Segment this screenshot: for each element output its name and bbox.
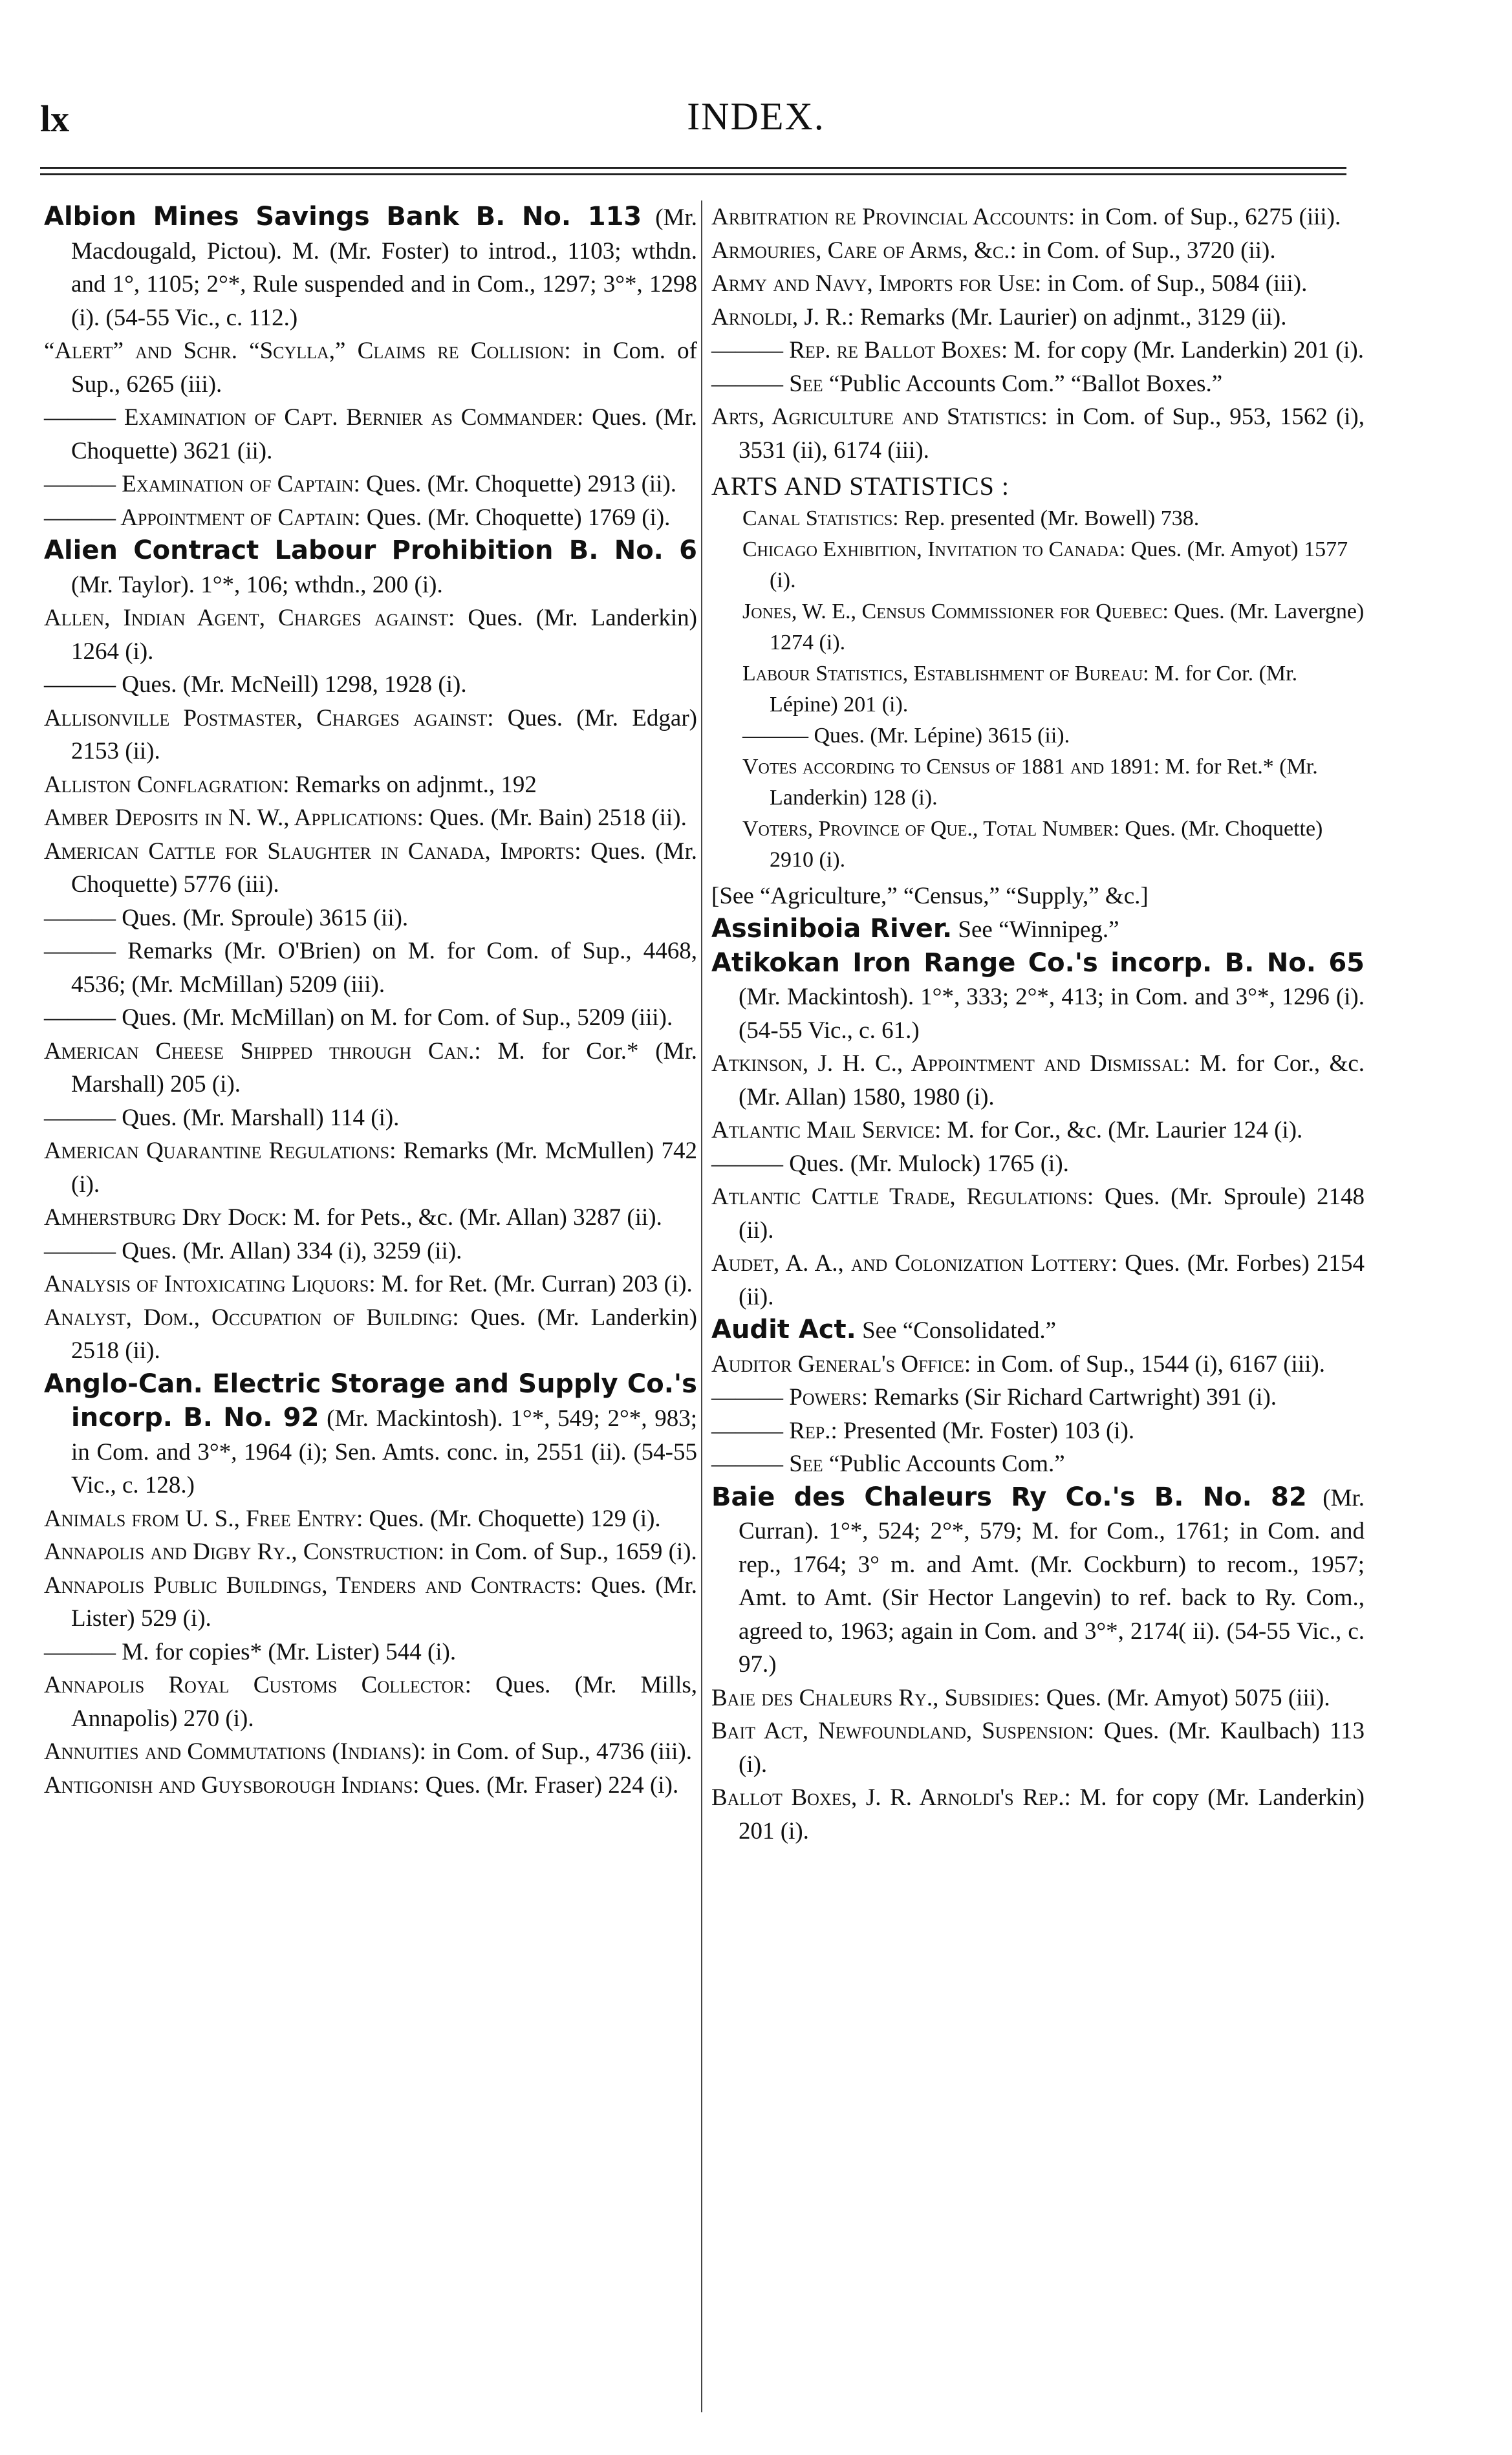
index-entry: [44, 1769, 697, 1802]
entry-heading: Arts, Agriculture and Statistics: [711, 404, 1041, 430]
index-entry: [44, 501, 697, 535]
entry-title-bold: Anglo-Can. Electric Storage and Supply Co.'s incorp. B. No. 92: [44, 1368, 697, 1433]
left-column: [44, 200, 697, 1802]
right-column: [711, 200, 1365, 1848]
header-rule: [40, 167, 1346, 169]
index-entry: [711, 1114, 1365, 1147]
entry-heading: Atkinson, J. H. C., Appointment and Dismissal: [711, 1050, 1184, 1077]
entry-references: : M. for Cor., &c. (Mr. Allan) 1580, 1980 (i).: [739, 1050, 1365, 1110]
entry-references: Ques. (Mr. Mulock) 1765 (i).: [783, 1150, 1069, 1177]
index-entry: [44, 1636, 697, 1669]
entry-heading: “Alert” and Schr. “Scylla,” Claims re Collision: [44, 338, 565, 364]
entry-heading: Arnoldi, J. R.: [711, 303, 848, 330]
entry-heading: ——— Appointment of Captain: [44, 504, 354, 531]
entry-references: (Mr. Curran). 1°*, 524; 2°*, 579; M. for Com., 1761; in Com. and rep., 1764; 3° m. and Amt. (Mr. Cockburn) to recom., 1957; Amt. to Amt. (Sir Hector Langevin) to ref. back to Ry. Com., agreed to, 1963; again in Com. and 3°*, 2174( ii). (54-55 Vic., c. 97.): [739, 1484, 1365, 1678]
index-entry: [44, 1735, 697, 1769]
entry-heading: ———: [44, 671, 116, 698]
entry-heading: Ballot Boxes, J. R. Arnoldi's Rep.: [711, 1784, 1064, 1811]
index-entry: [711, 1481, 1365, 1682]
entry-references: : Rep. presented (Mr. Bowell) 738.: [892, 506, 1200, 530]
entry-heading: Army and Navy, Imports for Use: [711, 270, 1035, 297]
index-entry: [44, 534, 697, 601]
entry-heading: ———: [44, 1004, 116, 1031]
index-entry: [44, 1301, 697, 1368]
entry-references: “Public Accounts Com.”: [823, 1451, 1065, 1477]
header-rule-second: [40, 173, 1346, 175]
index-entry: [711, 1447, 1365, 1481]
entry-references: : Ques. (Mr. Landerkin) 2518 (ii).: [71, 1304, 697, 1364]
index-entry: [44, 200, 697, 334]
page-number: lx: [40, 98, 70, 140]
index-entry: [44, 935, 697, 1001]
index-entry: [711, 301, 1365, 334]
index-entry: [711, 503, 1365, 534]
entry-references: : Ques. (Mr. Fraser) 224 (i).: [413, 1771, 679, 1799]
entry-heading: ———: [44, 904, 116, 931]
index-entry: [711, 1714, 1365, 1781]
index-entry: [711, 1047, 1365, 1114]
index-entry: [711, 367, 1365, 401]
index-entry: [711, 200, 1365, 234]
index-entry: [711, 596, 1365, 658]
entry-references: : Ques. (Mr. Sproule) 2148 (ii).: [739, 1184, 1365, 1244]
entry-heading: ———: [44, 1237, 116, 1264]
entry-references: Ques. (Mr. McMillan) on M. for Com. of Sup., 5209 (iii).: [116, 1004, 673, 1031]
entry-references: (Mr. Mackintosh). 1°*, 549; 2°*, 983; in Com. and 3°*, 1964 (i); Sen. Amts. conc. in, 2551 (ii). (54-55 Vic., c. 128.): [71, 1405, 697, 1498]
entry-references: : in Com. of Sup., 3720 (ii).: [1010, 237, 1276, 264]
entry-references: Ques. (Mr. Allan) 334 (i), 3259 (ii).: [116, 1237, 462, 1264]
entry-references: Ques. (Mr. McNeill) 1298, 1928 (i).: [116, 671, 467, 698]
entry-heading: ——— See: [711, 370, 823, 397]
entry-references: Ques. (Mr. Marshall) 114 (i).: [116, 1104, 400, 1131]
entry-references: (Mr. Taylor). 1°*, 106; wthdn., 200 (i).: [71, 571, 443, 598]
index-entry: [711, 720, 1365, 752]
entry-heading: Annapolis Public Buildings, Tenders and Contracts: [44, 1572, 576, 1599]
entry-references: : Ques. (Mr. Mills, Annapolis) 270 (i).: [71, 1672, 697, 1732]
entry-heading: Arbitration re Provincial Accounts: [711, 204, 1068, 230]
index-entry: [44, 835, 697, 902]
entry-title-bold: Audit Act.: [711, 1315, 856, 1345]
entry-heading: Atlantic Mail Service: [711, 1117, 935, 1143]
entry-references: : in Com. of Sup., 6275 (iii).: [1068, 204, 1341, 230]
index-entry: [711, 1781, 1365, 1848]
index-entry: [44, 668, 697, 702]
entry-title-bold: Atikokan Iron Range Co.'s incorp. B. No. 65: [711, 947, 1365, 978]
index-entry: [711, 658, 1365, 720]
entry-heading: ——— Examination of Captain: [44, 471, 354, 497]
index-entry: [44, 334, 697, 401]
entry-heading: ——— Powers: [711, 1384, 861, 1411]
entry-references: : M. for Pets., &c. (Mr. Allan) 3287 (ii).: [280, 1204, 662, 1231]
entry-title-bold: Albion Mines Savings Bank B. No. 113: [44, 202, 642, 232]
entry-references: : Ques. (Mr. Amyot) 5075 (iii).: [1033, 1684, 1330, 1711]
entry-references: : in Com. of Sup., 5084 (iii).: [1034, 270, 1308, 297]
entry-heading: Alliston Conflagration: [44, 771, 283, 798]
entry-heading: Votes according to Census of 1881 and 1891: [742, 754, 1154, 779]
entry-heading: Auditor General's Office: [711, 1350, 964, 1378]
entry-title-bold: Baie des Chaleurs Ry Co.'s B. No. 82: [711, 1482, 1307, 1512]
entry-references: : Ques. (Mr. Forbes) 2154 (ii).: [739, 1250, 1365, 1310]
entry-heading: Allen, Indian Agent, Charges against: [44, 605, 448, 631]
entry-heading: Atlantic Cattle Trade, Regulations: [711, 1184, 1087, 1210]
entry-references: : in Com. of Sup., 953, 1562 (i), 3531 (ii), 6174 (iii).: [739, 404, 1365, 464]
index-entry: [711, 1314, 1365, 1348]
index-entry: [711, 1247, 1365, 1314]
entry-heading: ———: [742, 723, 808, 748]
entry-references: : Presented (Mr. Foster) 103 (i).: [830, 1417, 1135, 1444]
entry-heading: Allisonville Postmaster, Charges against: [44, 704, 488, 731]
entry-references: : M. for copy (Mr. Landerkin) 201 (i).: [739, 1784, 1365, 1844]
entry-heading: Antigonish and Guysborough Indians: [44, 1771, 413, 1799]
entry-heading: Baie des Chaleurs Ry., Subsidies: [711, 1684, 1034, 1711]
entry-heading: ———: [44, 1638, 116, 1665]
column-divider: [701, 200, 702, 2412]
entry-heading: Voters, Province of Que., Total Number: [742, 816, 1114, 841]
index-entry: [711, 400, 1365, 467]
index-entry: [44, 1201, 697, 1235]
entry-references: “Public Accounts Com.” “Ballot Boxes.”: [823, 370, 1223, 397]
entry-heading: Amherstburg Dry Dock: [44, 1204, 281, 1231]
entry-references: : Remarks (Sir Richard Cartwright) 391 (i).: [861, 1384, 1277, 1411]
entry-references: : Ques. (Mr. Lavergne) 1274 (i).: [770, 599, 1365, 654]
entry-heading: ——— Rep. re Ballot Boxes: [711, 337, 1001, 363]
entry-references: See “Winnipeg.”: [952, 916, 1119, 943]
entry-heading: Annuities and Commutations (Indians): [44, 1738, 420, 1765]
entry-references: : Ques. (Mr. Choquette) 5776 (iii).: [71, 838, 697, 898]
index-entry: [711, 1348, 1365, 1381]
arts-statistics-heading: ARTS AND STATISTICS :: [711, 471, 1010, 501]
entry-references: : Ques. (Mr. Kaulbach) 113 (i).: [739, 1718, 1365, 1778]
index-entry: [44, 902, 697, 935]
entry-references: : in Com. of Sup., 6265 (iii).: [71, 338, 697, 398]
entry-heading: Chicago Exhibition, Invitation to Canada: [742, 537, 1119, 561]
entry-heading: Labour Statistics, Establishment of Bureau: [742, 661, 1143, 686]
index-entry: [44, 1669, 697, 1735]
index-entry: [44, 1502, 697, 1536]
entry-title-bold: Assiniboia River.: [711, 914, 953, 944]
entry-heading: Analysis of Intoxicating Liquors: [44, 1271, 369, 1297]
entry-references: (Mr. Mackintosh). 1°*, 333; 2°*, 413; in Com. and 3°*, 1296 (i). (54-55 Vic., c. 61.): [739, 984, 1365, 1044]
index-entry: [711, 947, 1365, 1048]
entry-heading: ———: [44, 938, 116, 964]
entry-references: : in Com. of Sup., 1659 (i).: [437, 1539, 697, 1565]
arts-statistics-subentries: [711, 503, 1365, 876]
index-entry: [44, 468, 697, 501]
entry-references: Ques. (Mr. Sproule) 3615 (ii).: [116, 904, 409, 931]
entry-heading: American Cheese Shipped through Can.: [44, 1037, 475, 1065]
entry-heading: American Quarantine Regulations: [44, 1138, 390, 1164]
index-entry: [44, 1001, 697, 1035]
entry-references: : Remarks (Mr. Laurier) on adjnmt., 3129 (ii).: [847, 303, 1287, 330]
entry-references: : in Com. of Sup., 1544 (i), 6167 (iii).: [964, 1350, 1325, 1378]
right-column-bottom-entries: [711, 913, 1365, 1848]
entry-heading: Annapolis Royal Customs Collector: [44, 1672, 465, 1698]
index-entry: [711, 1147, 1365, 1181]
entry-heading: ——— See: [711, 1451, 823, 1477]
entry-references: See “Consolidated.”: [856, 1317, 1057, 1344]
index-entry: [711, 814, 1365, 876]
entry-references: Ques. (Mr. Lépine) 3615 (ii).: [808, 723, 1070, 748]
entry-references: : Ques. (Mr. Amyot) 1577 (i).: [770, 537, 1348, 592]
entry-references: : Ques. (Mr. Choquette) 129 (i).: [356, 1505, 661, 1532]
index-entry: [44, 1101, 697, 1135]
index-entry: [44, 1035, 697, 1101]
index-entry: [711, 534, 1365, 596]
entry-references: : Ques. (Mr. Choquette) 3621 (ii).: [71, 404, 697, 464]
entry-heading: Annapolis and Digby Ry., Construction: [44, 1539, 438, 1565]
index-entry: [44, 768, 697, 802]
entry-references: : Ques. (Mr. Lister) 529 (i).: [71, 1572, 697, 1632]
entry-references: : Ques. (Mr. Landerkin) 1264 (i).: [71, 605, 697, 665]
entry-references: : Remarks (Mr. McMullen) 742 (i).: [71, 1138, 697, 1198]
index-entry: [711, 1682, 1365, 1715]
entry-heading: Audet, A. A., and Colonization Lottery: [711, 1250, 1111, 1277]
right-column-top-entries: [711, 200, 1365, 467]
entry-references: : M. for Cor.* (Mr. Marshall) 205 (i).: [71, 1037, 698, 1098]
entry-references: : M. for Ret. (Mr. Curran) 203 (i).: [369, 1271, 693, 1297]
index-entry: [44, 1134, 697, 1201]
entry-heading: ———: [44, 1104, 116, 1131]
entry-heading: Amber Deposits in N. W., Applications: [44, 805, 417, 831]
entry-title-bold: Alien Contract Labour Prohibition B. No. 6: [44, 535, 697, 565]
index-entry: [44, 1368, 697, 1502]
entry-references: : Remarks on adjnmt., 192: [283, 771, 537, 798]
page-title: INDEX.: [687, 95, 825, 138]
index-entry: [711, 752, 1365, 814]
entry-references: M. for copies* (Mr. Lister) 544 (i).: [116, 1638, 457, 1665]
index-entry: [44, 1235, 697, 1268]
index-entry: [44, 1569, 697, 1636]
entry-heading: Armouries, Care of Arms, &c.: [711, 237, 1010, 264]
entry-references: : M. for copy (Mr. Landerkin) 201 (i).: [1000, 337, 1364, 363]
index-entry: [711, 913, 1365, 947]
index-entry: [44, 702, 697, 768]
entry-references: : in Com. of Sup., 4736 (iii).: [419, 1738, 692, 1765]
index-entry: [44, 1535, 697, 1569]
entry-heading: ——— Rep.: [711, 1417, 831, 1444]
index-entry: [711, 234, 1365, 268]
entry-heading: ———: [711, 1150, 783, 1177]
index-entry: [711, 1180, 1365, 1247]
entry-heading: Analyst, Dom., Occupation of Building: [44, 1304, 453, 1331]
entry-references: : Ques. (Mr. Choquette) 1769 (i).: [354, 504, 671, 531]
arts-see-also: [See “Agriculture,” “Census,” “Supply,” &c.]: [711, 882, 1149, 909]
index-entry: [44, 801, 697, 835]
index-entry: [44, 401, 697, 468]
entry-heading: Bait Act, Newfoundland, Suspension: [711, 1718, 1088, 1744]
entry-heading: Jones, W. E., Census Commissioner for Quebec: [742, 599, 1163, 623]
entry-references: : Ques. (Mr. Bain) 2518 (ii).: [416, 805, 687, 831]
entry-references: : M. for Cor. (Mr. Lépine) 201 (i).: [770, 661, 1298, 717]
entry-references: : M. for Cor., &c. (Mr. Laurier 124 (i).: [934, 1117, 1303, 1143]
entry-heading: Canal Statistics: [742, 506, 893, 530]
index-entry: [44, 1268, 697, 1301]
entry-references: : Ques. (Mr. Choquette) 2913 (ii).: [353, 471, 677, 497]
entry-heading: American Cattle for Slaughter in Canada, Imports: [44, 838, 575, 865]
index-entry: [711, 1381, 1365, 1414]
entry-references: : Ques. (Mr. Edgar) 2153 (ii).: [71, 704, 697, 764]
entry-heading: ——— Examination of Capt. Bernier as Commander: [44, 404, 577, 431]
index-entry: [711, 267, 1365, 301]
entry-references: : M. for Ret.* (Mr. Landerkin) 128 (i).: [770, 754, 1318, 810]
index-entry: [711, 334, 1365, 367]
entry-heading: Animals from U. S., Free Entry: [44, 1505, 357, 1532]
index-entry: [44, 601, 697, 668]
index-entry: [711, 1414, 1365, 1448]
entry-references: Remarks (Mr. O'Brien) on M. for Com. of Sup., 4468, 4536; (Mr. McMillan) 5209 (iii).: [71, 938, 697, 998]
entry-references: : Ques. (Mr. Choquette) 2910 (i).: [770, 816, 1323, 872]
entry-references: (Mr. Macdougald, Pictou). M. (Mr. Foster) to introd., 1103; wthdn. and 1°, 1105; 2°*, Rule suspended and in Com., 1297; 3°*, 1298 (i). (54-55 Vic., c. 112.): [71, 204, 697, 331]
